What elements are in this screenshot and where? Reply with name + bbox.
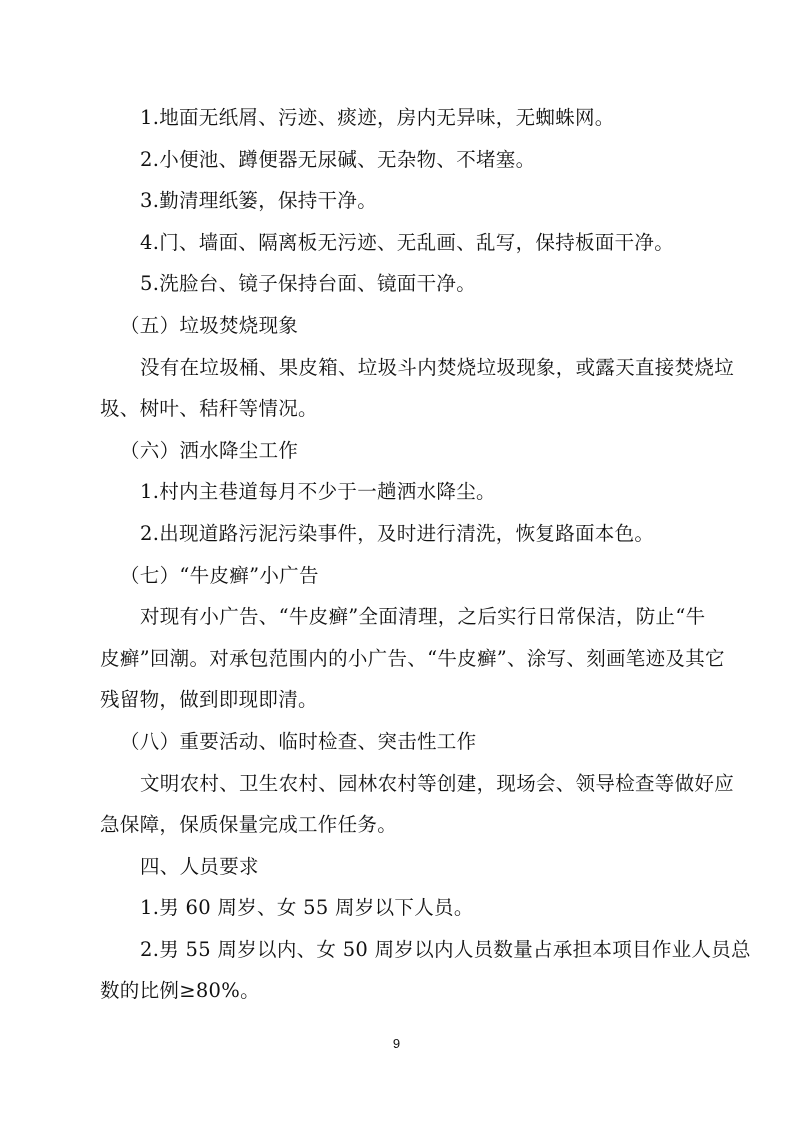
list-item	[100, 887, 710, 929]
text-line: （五）垃圾焚烧现象	[120, 313, 299, 337]
text-line: 4.门、墙面、隔离板无污迹、无乱画、乱写，保持板面干净。	[140, 230, 675, 254]
text-line: 急保障，保质保量完成工作任务。	[100, 813, 398, 837]
paragraph	[100, 347, 735, 430]
text-line: 2.小便池、蹲便器无尿碱、无杂物、不堵塞。	[140, 147, 536, 171]
text-line: 残留物，做到即现即清。	[100, 688, 318, 712]
section-subheading	[100, 305, 710, 347]
text-line: 圾、树叶、秸秆等情况。	[100, 397, 318, 421]
text-line: 1.男 60 周岁、女 55 周岁以下人员。	[140, 896, 474, 920]
text-line: 2.男 55 周岁以内、女 50 周岁以内人员数量占承担本项目作业人员总	[140, 937, 751, 961]
text-line: 文明农村、卫生农村、园林农村等创建，现场会、领导检查等做好应	[140, 771, 735, 795]
text-line: 对现有小广告、“牛皮癣”全面清理，之后实行日常保洁，防止“牛	[140, 605, 706, 629]
paragraph	[100, 596, 725, 721]
text-line: 四、人员要求	[140, 854, 259, 878]
list-item	[100, 929, 751, 1012]
section-subheading	[100, 430, 710, 472]
list-item	[100, 513, 710, 555]
page-number: 9	[392, 1036, 401, 1051]
section-subheading	[100, 555, 710, 597]
text-line: （六）洒水降尘工作	[120, 438, 299, 462]
list-item	[100, 139, 710, 181]
list-item	[100, 180, 710, 222]
text-line: 没有在垃圾桶、果皮箱、垃圾斗内焚烧垃圾现象，或露天直接焚烧垃	[140, 355, 735, 379]
text-line: 3.勤清理纸篓，保持干净。	[140, 189, 378, 213]
text-line: 5.洗脸台、镜子保持台面、镜面干净。	[140, 272, 477, 296]
list-item	[100, 471, 710, 513]
section-heading	[100, 846, 710, 888]
section-subheading	[100, 721, 710, 763]
document-body	[100, 97, 751, 1012]
text-line: 数的比例≥80%。	[100, 979, 260, 1003]
list-item	[100, 97, 710, 139]
text-line: （八）重要活动、临时检查、突击性工作	[120, 729, 477, 753]
text-line: 1.地面无纸屑、污迹、痰迹，房内无异味，无蜘蛛网。	[140, 106, 615, 129]
list-item	[100, 222, 710, 264]
text-line: （七）“牛皮癣”小广告	[120, 563, 319, 587]
text-line: 1.村内主巷道每月不少于一趟洒水降尘。	[140, 480, 496, 504]
list-item	[100, 263, 710, 305]
paragraph	[100, 763, 735, 846]
text-line: 皮癣”回潮。对承包范围内的小广告、“牛皮癣”、涂写、刻画笔迹及其它	[100, 646, 725, 670]
text-line: 2.出现道路污泥污染事件，及时进行清洗，恢复路面本色。	[140, 521, 655, 545]
